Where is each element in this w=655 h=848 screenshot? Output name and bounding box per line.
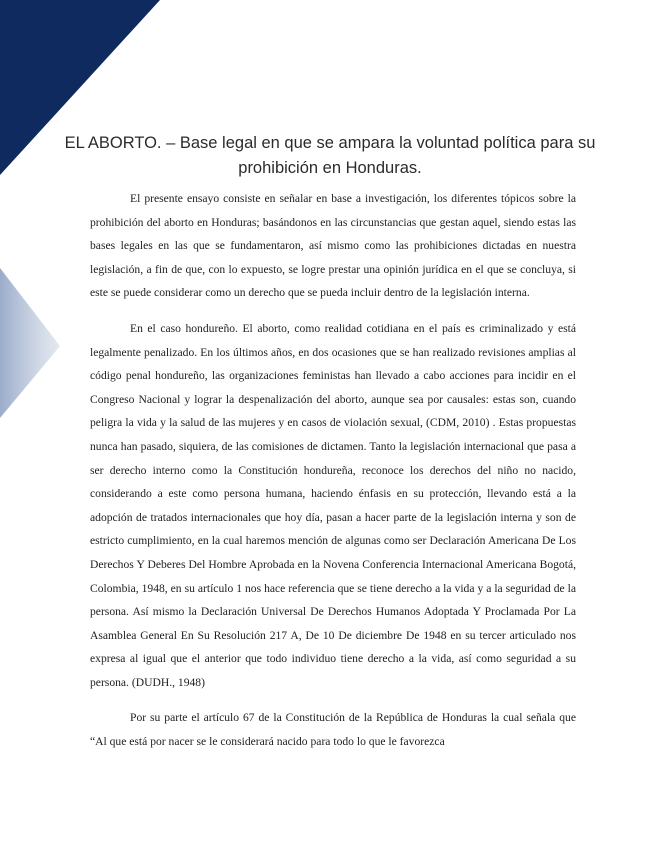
paragraph-1: El presente ensayo consiste en señalar en base a investigación, los diferentes tópicos sobre la prohibición del aborto en Honduras; basándonos en las circunstancias que gestan aquel, siendo estas las bases legales en las que se fundamentaron, así mismo como las prohibiciones dictadas en nuestra legislación, a fin de que, con lo expuesto, se logre prestar una opinión jurídica en el que se concluya, si este se puede considerar como un derecho que se pueda incluir dentro de la legislación interna. — [90, 192, 576, 300]
document-body — [90, 187, 576, 754]
light-blue-side-triangle — [0, 268, 60, 418]
paragraph-3: Por su parte el artículo 67 de la Constitución de la República de Honduras la cual señala que “Al que está por nacer se le considerará nacido para todo lo que le favorezca — [90, 711, 576, 749]
paragraph-2: En el caso hondureño. El aborto, como realidad cotidiana en el país es criminalizado y está legalmente penalizado. En los últimos años, en dos ocasiones que se han realizado revisiones amplias al código penal hondureño, las organizaciones feministas han llevado a cabo acciones para incidir en el Congreso Nacional y lograr la despenalización del aborto, aunque sea por causales: estas son, cuando peligra la vida y la salud de las mujeres y en casos de violación sexual, (CDM, 2010) . Estas propuestas nunca han pasado, siquiera, de las comisiones de dictamen. Tanto la legislación internacional que pasa a ser derecho interno como la Constitución hondureña, reconoce los derechos del niño no nacido, considerando a este como persona humana, haciendo énfasis en su protección, llevando está a la adopción de tratados internacionales que hoy día, pasan a hacer parte de la legislación interna y son de estricto cumplimiento, en la cual haremos mención de algunas como ser Declaración Americana De Los Derechos Y Deberes Del Hombre Aprobada en la Novena Conferencia Internacional Americana Bogotá, Colombia, 1948, en su artículo 1 nos hace referencia que se tiene derecho a la vida y a la seguridad de la persona. Así mismo la Declaración Universal De Derechos Humanos Adoptada Y Proclamada Por La Asamblea General En Su Resolución 217 A, De 10 De diciembre De 1948 en su tercer articulado nos expresa al igual que el anterior que todo individuo tiene derecho a la vida, así como seguridad a su persona. (DUDH., 1948) — [90, 321, 576, 689]
document-title: EL ABORTO. – Base legal en que se ampara la voluntad política para su prohibición en Honduras. — [64, 134, 596, 177]
